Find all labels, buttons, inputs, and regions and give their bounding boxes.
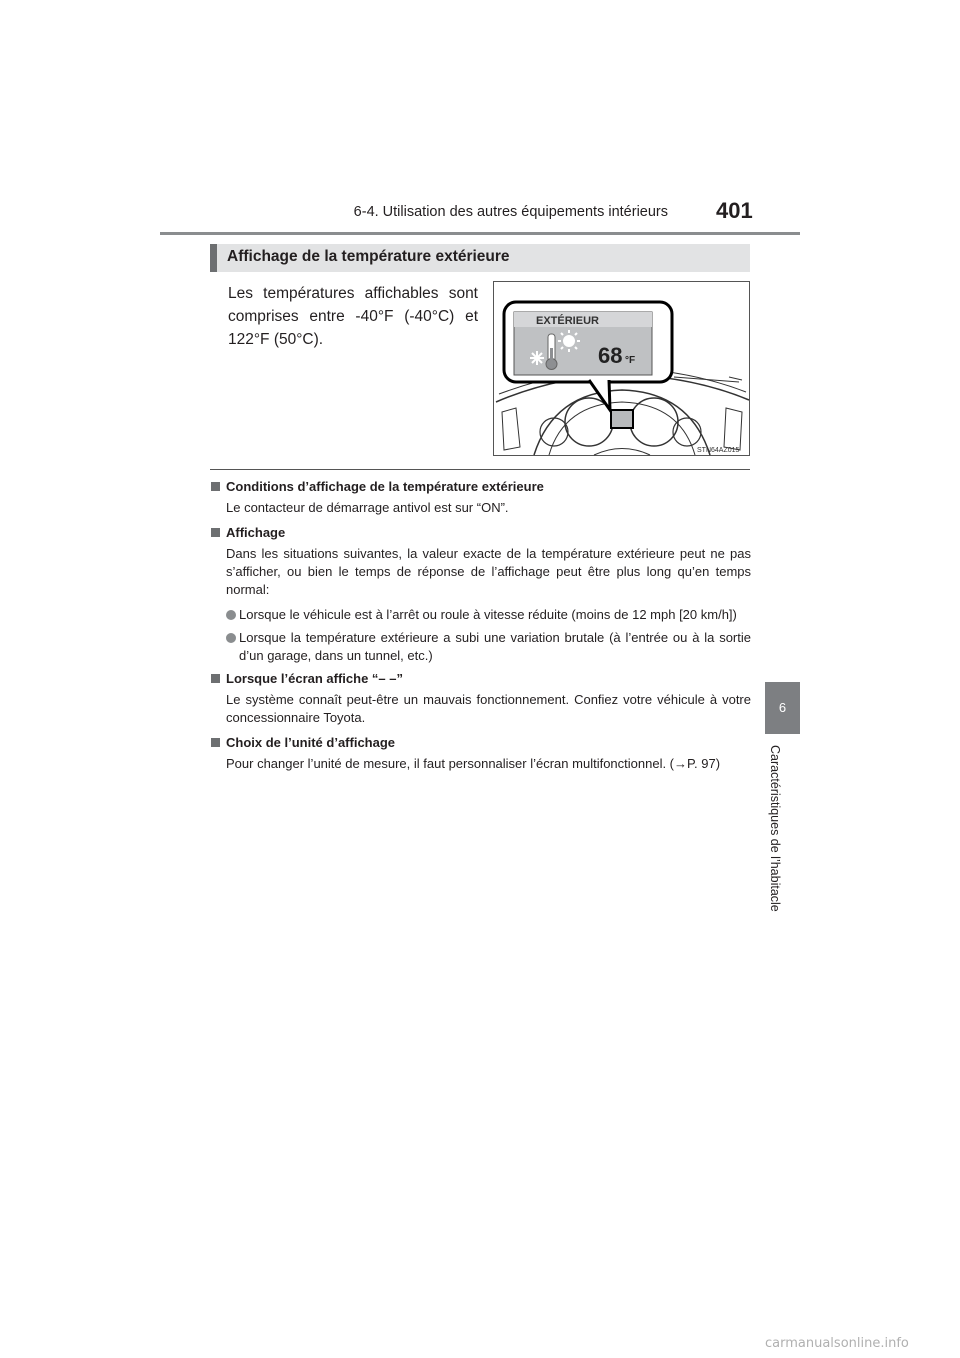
section-title: Affichage de la température extérieure	[227, 248, 510, 265]
chapter-header: 6-4. Utilisation des autres équipements intérieurs	[353, 204, 668, 220]
note-heading: Affichage	[211, 524, 751, 542]
note-body: Pour changer l’unité de mesure, il faut personnaliser l’écran multifonctionnel. (→P. 97)	[226, 756, 721, 771]
list-item: Lorsque la température extérieure a subi une variation brutale (à l’entrée ou à la sortie d’un garage, dans un tunnel, etc.)	[226, 629, 751, 665]
display-temperature: 68	[598, 343, 623, 368]
section-divider	[210, 469, 750, 470]
dashboard-drawing	[494, 282, 751, 457]
round-bullet-icon	[226, 610, 236, 620]
note-heading: Conditions d’affichage de la température extérieure	[211, 478, 751, 496]
note-body: Le système connaît peut-être un mauvais fonctionnement. Confiez votre véhicule à votre concessionnaire Toyota.	[226, 692, 751, 725]
header-rule	[160, 232, 800, 235]
round-bullet-icon	[226, 633, 236, 643]
display-title: EXTÉRIEUR	[536, 315, 599, 327]
note-heading: Lorsque l’écran affiche “– –”	[211, 670, 751, 688]
page-number: 401	[716, 198, 753, 223]
chapter-tab-number: 6	[765, 682, 800, 734]
snowflake-icon	[530, 351, 544, 365]
list-item: Lorsque le véhicule est à l’arrêt ou roule à vitesse réduite (moins de 12 mph [20 km/h])	[226, 606, 751, 624]
notes-list	[211, 478, 751, 780]
dashboard-illustration	[493, 281, 750, 456]
note-body: Dans les situations suivantes, la valeur exacte de la température extérieure peut ne pas s’afficher, ou bien le temps de réponse de l’affichage peut être plus long qu’en temps normal:	[226, 546, 751, 597]
square-bullet-icon	[211, 674, 220, 683]
note-body: Le contacteur de démarrage antivol est sur “ON”.	[226, 500, 509, 515]
display-unit: °F	[625, 355, 636, 366]
intro-paragraph: Les températures affichables sont comprises entre -40°F (-40°C) et 122°F (50°C).	[228, 285, 478, 348]
square-bullet-icon	[211, 738, 220, 747]
chapter-tab-label: Caractéristiques de l’habitacle	[768, 745, 782, 912]
note-heading: Choix de l’unité d’affichage	[211, 734, 751, 752]
square-bullet-icon	[211, 482, 220, 491]
figure-code: STN64AZ015	[697, 447, 740, 454]
square-bullet-icon	[211, 528, 220, 537]
watermark: carmanualsonline.info	[765, 1336, 909, 1351]
section-heading	[210, 244, 750, 272]
